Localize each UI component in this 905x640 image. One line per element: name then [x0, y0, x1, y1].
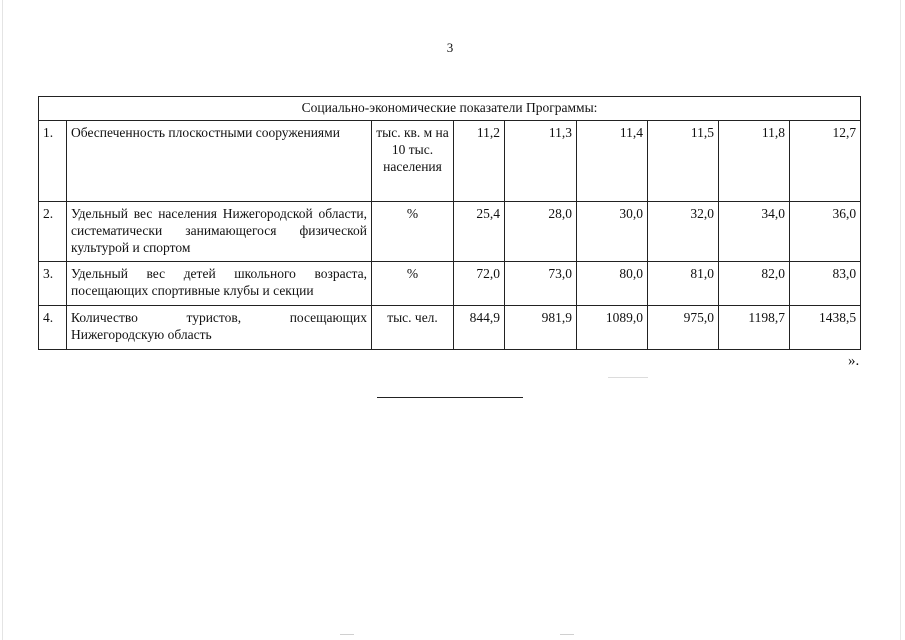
table-header: Социально-экономические показатели Программы:: [39, 97, 861, 121]
indicator-name-text: Обеспеченность плоскостными сооружениями: [71, 125, 340, 140]
indicator-value: 83,0: [790, 262, 861, 306]
indicator-value: 11,4: [577, 121, 648, 202]
table-row: [39, 202, 861, 262]
indicator-name: [67, 121, 372, 202]
scan-speck: [608, 377, 648, 378]
indicator-name: [67, 202, 372, 262]
indicator-value: 1198,7: [719, 306, 790, 350]
indicator-value: 80,0: [577, 262, 648, 306]
scan-speck: [340, 634, 354, 635]
table-row: [39, 262, 861, 306]
indicator-value: 1438,5: [790, 306, 861, 350]
table-row: [39, 306, 861, 350]
indicator-value: 975,0: [648, 306, 719, 350]
scan-edge-mark-left: [2, 0, 3, 640]
indicator-value: 844,9: [454, 306, 505, 350]
indicator-value: 1089,0: [577, 306, 648, 350]
indicator-name-text: Удельный вес населения Нижегородской области, систематически занимающегося физической культурой и спортом: [71, 206, 367, 255]
row-number: 4.: [39, 306, 67, 350]
indicator-unit: тыс. кв. м на 10 тыс. населения: [372, 121, 454, 202]
indicator-value: 81,0: [648, 262, 719, 306]
indicator-value: 72,0: [454, 262, 505, 306]
scan-speck: [560, 634, 574, 635]
table-header-row: [39, 97, 861, 121]
indicator-value: 82,0: [719, 262, 790, 306]
row-number: 3.: [39, 262, 67, 306]
table-row: [39, 121, 861, 202]
indicator-name: [67, 262, 372, 306]
indicator-value: 25,4: [454, 202, 505, 262]
indicator-value: 11,8: [719, 121, 790, 202]
indicator-value: 73,0: [505, 262, 577, 306]
indicator-value: 32,0: [648, 202, 719, 262]
indicator-value: 981,9: [505, 306, 577, 350]
indicator-name-text: Удельный вес детей школьного возраста, посещающих спортивные клубы и секции: [71, 266, 367, 298]
indicator-value: 11,2: [454, 121, 505, 202]
indicator-value: 11,5: [648, 121, 719, 202]
indicator-value: 36,0: [790, 202, 861, 262]
indicator-value: 11,3: [505, 121, 577, 202]
indicator-name-text: Количество туристов, посещающих Нижегородскую область: [71, 310, 367, 342]
indicator-unit: %: [372, 262, 454, 306]
indicator-value: 34,0: [719, 202, 790, 262]
page-number: 3: [446, 40, 454, 55]
indicator-value: 12,7: [790, 121, 861, 202]
indicator-value: 28,0: [505, 202, 577, 262]
row-number: 1.: [39, 121, 67, 202]
indicator-value: 30,0: [577, 202, 648, 262]
indicator-unit: %: [372, 202, 454, 262]
row-number: 2.: [39, 202, 67, 262]
separator-line: [377, 397, 523, 398]
closing-quote: ».: [848, 353, 860, 369]
scan-edge-mark-right: [900, 0, 901, 640]
indicator-name: [67, 306, 372, 350]
indicator-unit: тыс. чел.: [372, 306, 454, 350]
indicators-table: [38, 96, 861, 350]
